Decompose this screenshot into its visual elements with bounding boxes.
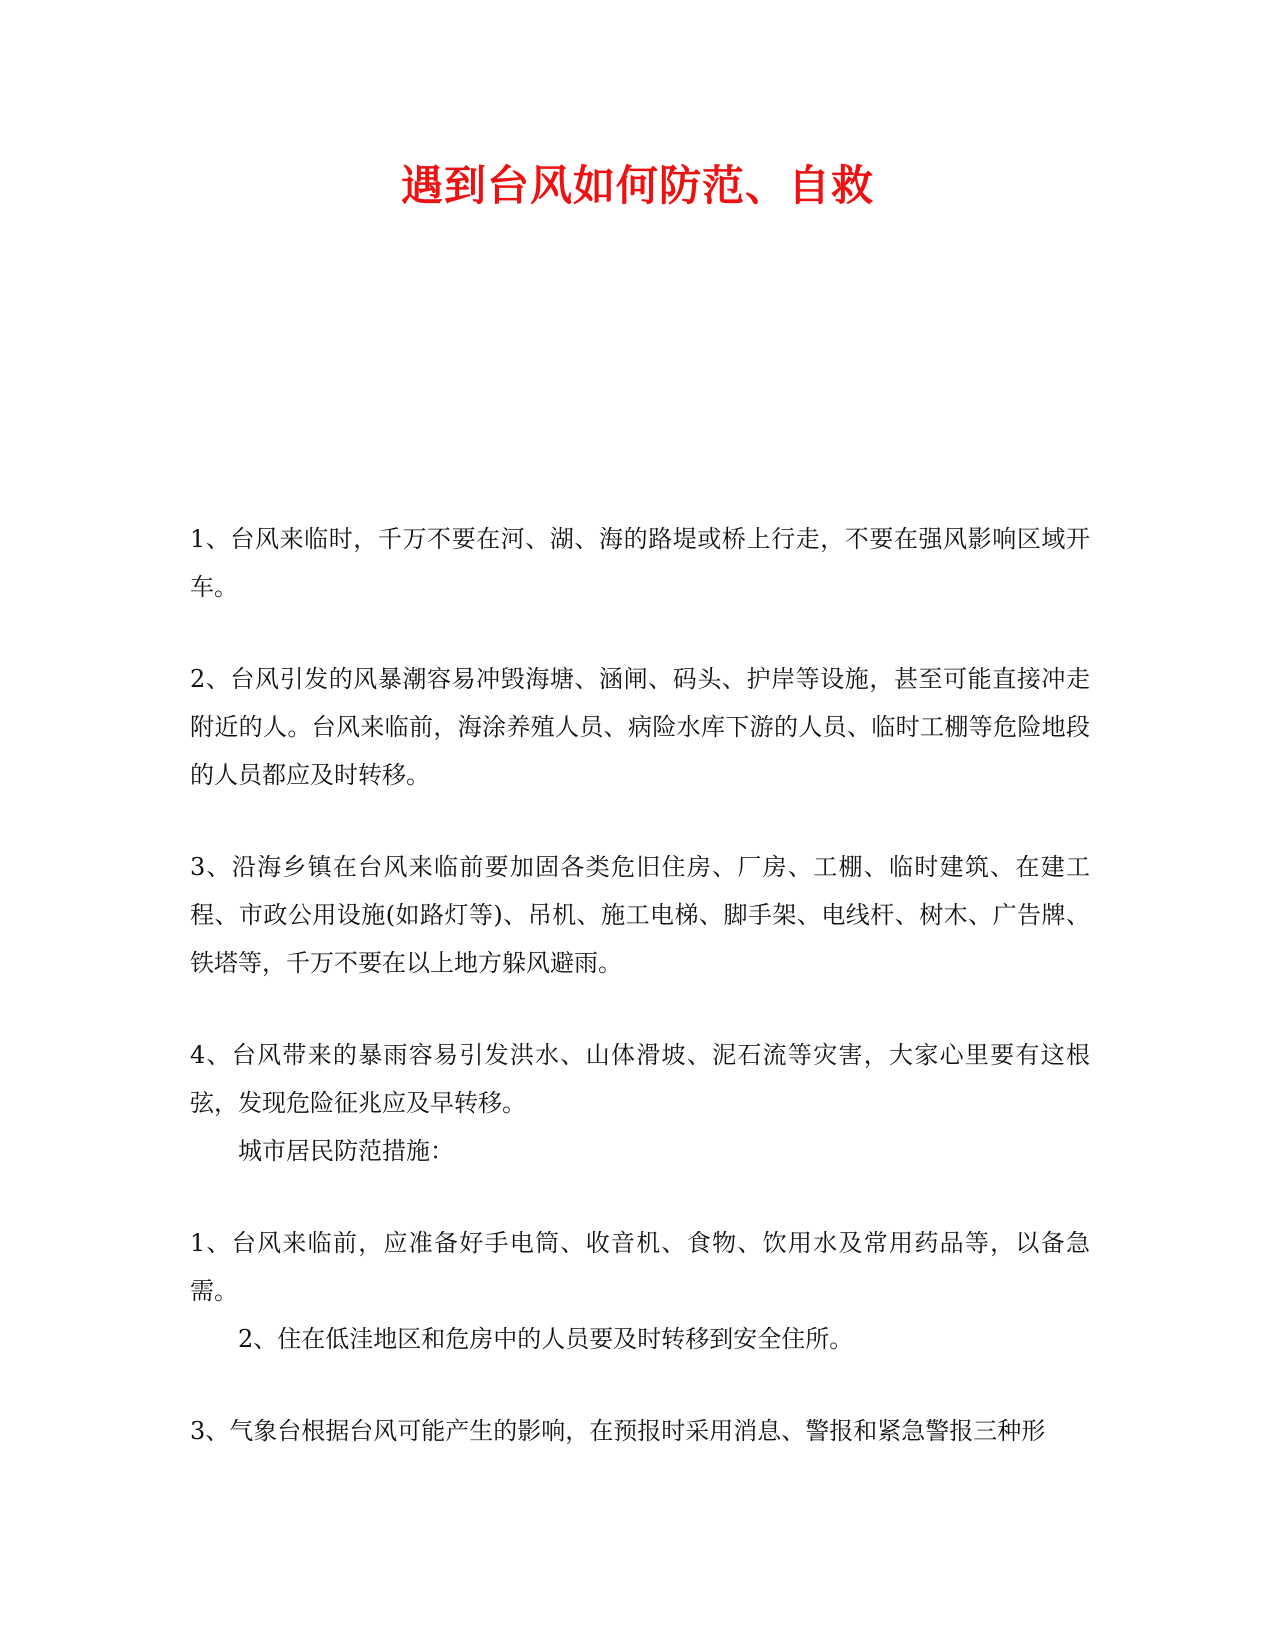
paragraph-7: 3、气象台根据台风可能产生的影响，在预报时采用消息、警报和紧急警报三种形 bbox=[190, 1417, 1046, 1445]
paragraph-5: 1、台风来临前，应准备好手电筒、收音机、食物、饮用水及常用药品等，以备急需。 bbox=[190, 1229, 1090, 1305]
paragraph-4: 4、台风带来的暴雨容易引发洪水、山体滑坡、泥石流等灾害，大家心里要有这根弦，发现危险征兆应及早转移。 bbox=[190, 1041, 1090, 1117]
paragraph-3: 3、沿海乡镇在台风来临前要加固各类危旧住房、厂房、工棚、临时建筑、在建工程、市政公用设施(如路灯等)、吊机、施工电梯、脚手架、电线杆、树木、广告牌、铁塔等，千万不要在以上地方躲风避雨。 bbox=[190, 853, 1090, 977]
document-title: 遇到台风如何防范、自救 bbox=[400, 161, 874, 210]
section-heading-city-residents: 城市居民防范措施： bbox=[238, 1137, 454, 1165]
paragraph-2: 2、台风引发的风暴潮容易冲毁海塘、涵闸、码头、护岸等设施，甚至可能直接冲走附近的人。台风来临前，海涂养殖人员、病险水库下游的人员、临时工棚等危险地段的人员都应及时转移。 bbox=[190, 665, 1090, 789]
paragraph-6: 2、住在低洼地区和危房中的人员要及时转移到安全住所。 bbox=[238, 1325, 854, 1353]
paragraph-1: 1、台风来临时，千万不要在河、湖、海的路堤或桥上行走，不要在强风影响区域开车。 bbox=[190, 525, 1090, 601]
document-body bbox=[190, 515, 1090, 1455]
